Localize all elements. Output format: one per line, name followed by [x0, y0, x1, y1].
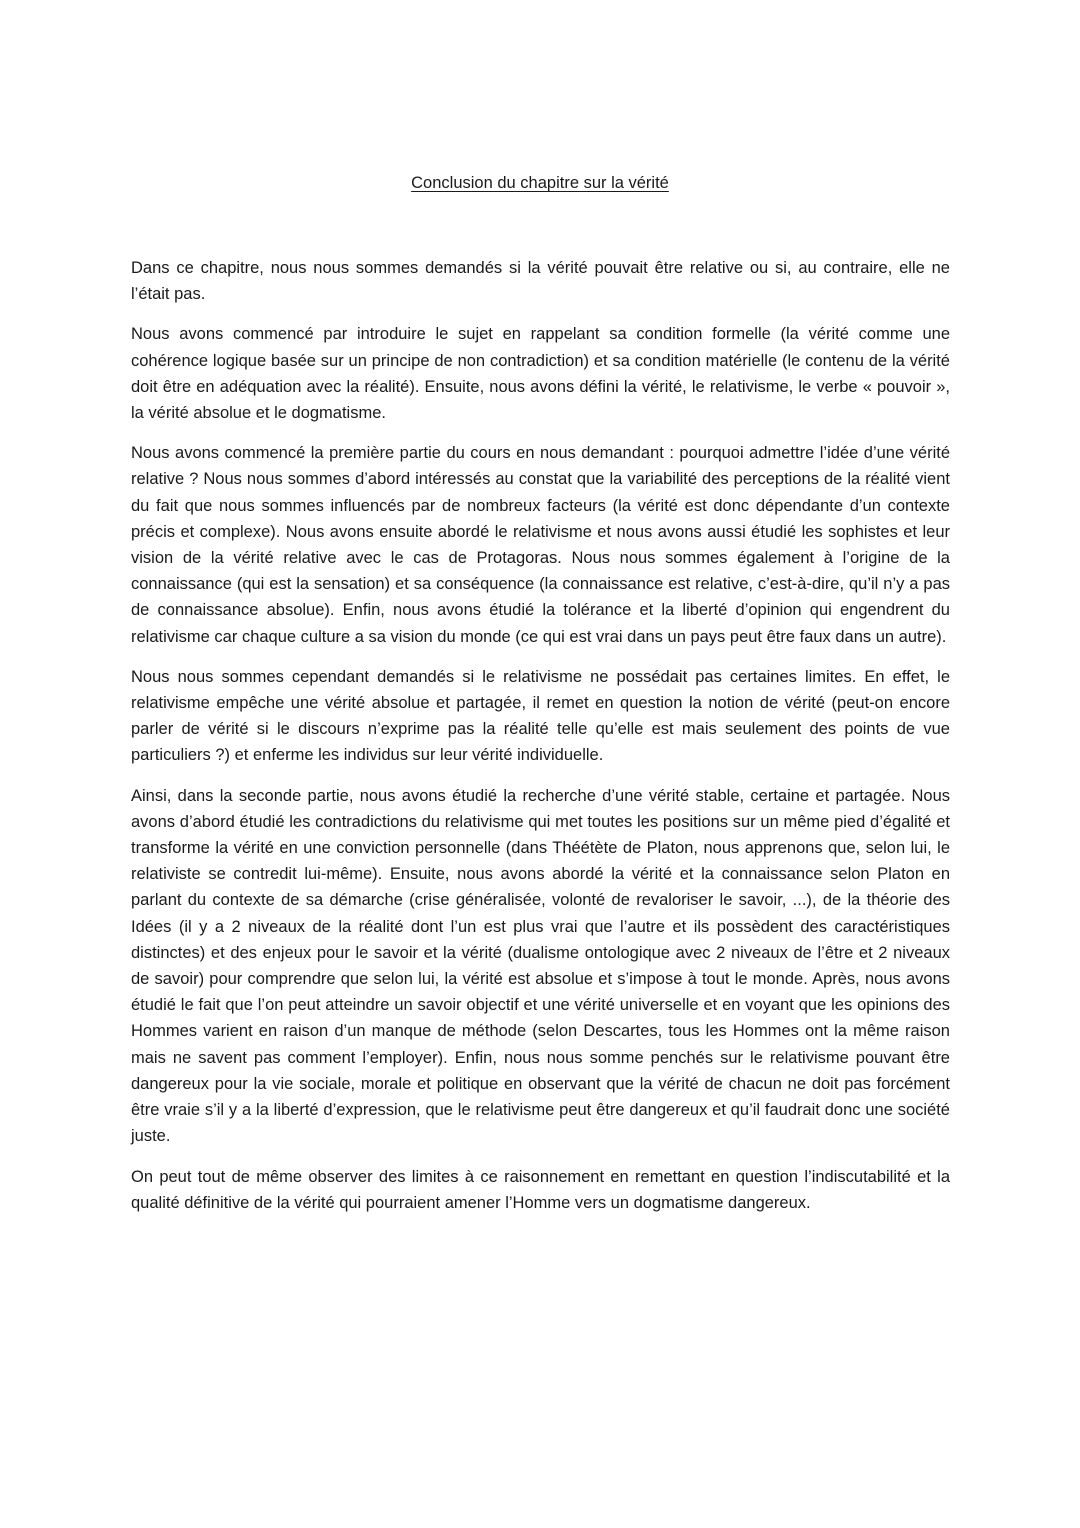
- paragraph-definitions: Nous avons commencé par introduire le sujet en rappelant sa condition formelle (la vérité comme une cohérence logique basée sur un principe de non contradiction) et sa condition matérielle (le contenu de la vérité doit être en adéquation avec la réalité). Ensuite, nous avons défini la vérité, le relativisme, le verbe « pouvoir », la vérité absolue et le dogmatisme.: [131, 325, 950, 423]
- paragraph-first-part: Nous avons commencé la première partie du cours en nous demandant : pourquoi admettre l’idée d’une vérité relative ? Nous nous sommes d’abord intéressés au constat que la variabilité des perceptions de la réalité vient du fait que nous sommes influencés par de nombreux facteurs (la vérité est donc dépendante d’un contexte précis et complexe). Nous avons ensuite abordé le relativisme et nous avons aussi étudié les sophistes et leur vision de la vérité relative avec le cas de Protagoras. Nous nous sommes également à l’origine de la connaissance (qui est la sensation) et sa conséquence (la connaissance est relative, c’est-à-dire, qu’il n’y a pas de connaissance absolue). Enfin, nous avons étudié la tolérance et la liberté d’opinion qui engendrent du relativisme car chaque culture a sa vision du monde (ce qui est vrai dans un pays peut être faux dans un autre).: [131, 444, 950, 646]
- paragraph-limits-relativism: Nous nous sommes cependant demandés si le relativisme ne possédait pas certaines limites. En effet, le relativisme empêche une vérité absolue et partagée, il remet en question la notion de vérité (peut-on encore parler de vérité si le discours n’exprime pas la réalité telle qu’elle est mais seulement des points de vue particuliers ?) et enferme les individus sur leur vérité individuelle.: [131, 667, 950, 765]
- document-body: [131, 255, 950, 1230]
- paragraph-second-part: Ainsi, dans la seconde partie, nous avons étudié la recherche d’une vérité stable, certaine et partagée. Nous avons d’abord étudié les contradictions du relativisme qui met toutes les positions sur un même pied d’égalité et transforme la vérité en une conviction personnelle (dans Théétète de Platon, nous apprenons que, selon lui, le relativiste se contredit lui-même). Ensuite, nous avons abordé la vérité et la connaissance selon Platon en parlant du contexte de sa démarche (crise généralisée, volonté de revaloriser le savoir, ...), de la théorie des Idées (il y a 2 niveaux de la réalité dont l’un est plus vrai que l’autre et ils possèdent des caractéristiques distinctes) et des enjeux pour le savoir et la vérité (dualisme ontologique avec 2 niveaux de l’être et 2 niveaux de savoir) pour comprendre que selon lui, la vérité est absolue et s’impose à tout le monde. Après, nous avons étudié le fait que l’on peut atteindre un savoir objectif et une vérité universelle et en voyant que les opinions des Hommes varient en raison d’un manque de méthode (selon Descartes, tous les Hommes ont la même raison mais ne savent pas comment l’employer). Enfin, nous nous somme penchés sur le relativisme pouvant être dangereux pour la vie sociale, morale et politique en observant que la vérité de chacun ne doit pas forcément être vraie s’il y a la liberté d’expression, que le relativisme peut être dangereux et qu’il faudrait donc une société juste.: [131, 786, 950, 1146]
- document-title: Conclusion du chapitre sur la vérité: [411, 174, 669, 192]
- paragraph-introduction: Dans ce chapitre, nous nous sommes demandés si la vérité pouvait être relative ou si, au contraire, elle ne l’était pas.: [131, 259, 950, 304]
- paragraph-conclusion: On peut tout de même observer des limites à ce raisonnement en remettant en question l’indiscutabilité et la qualité définitive de la vérité qui pourraient amener l’Homme vers un dogmatisme dangereux.: [131, 1167, 950, 1212]
